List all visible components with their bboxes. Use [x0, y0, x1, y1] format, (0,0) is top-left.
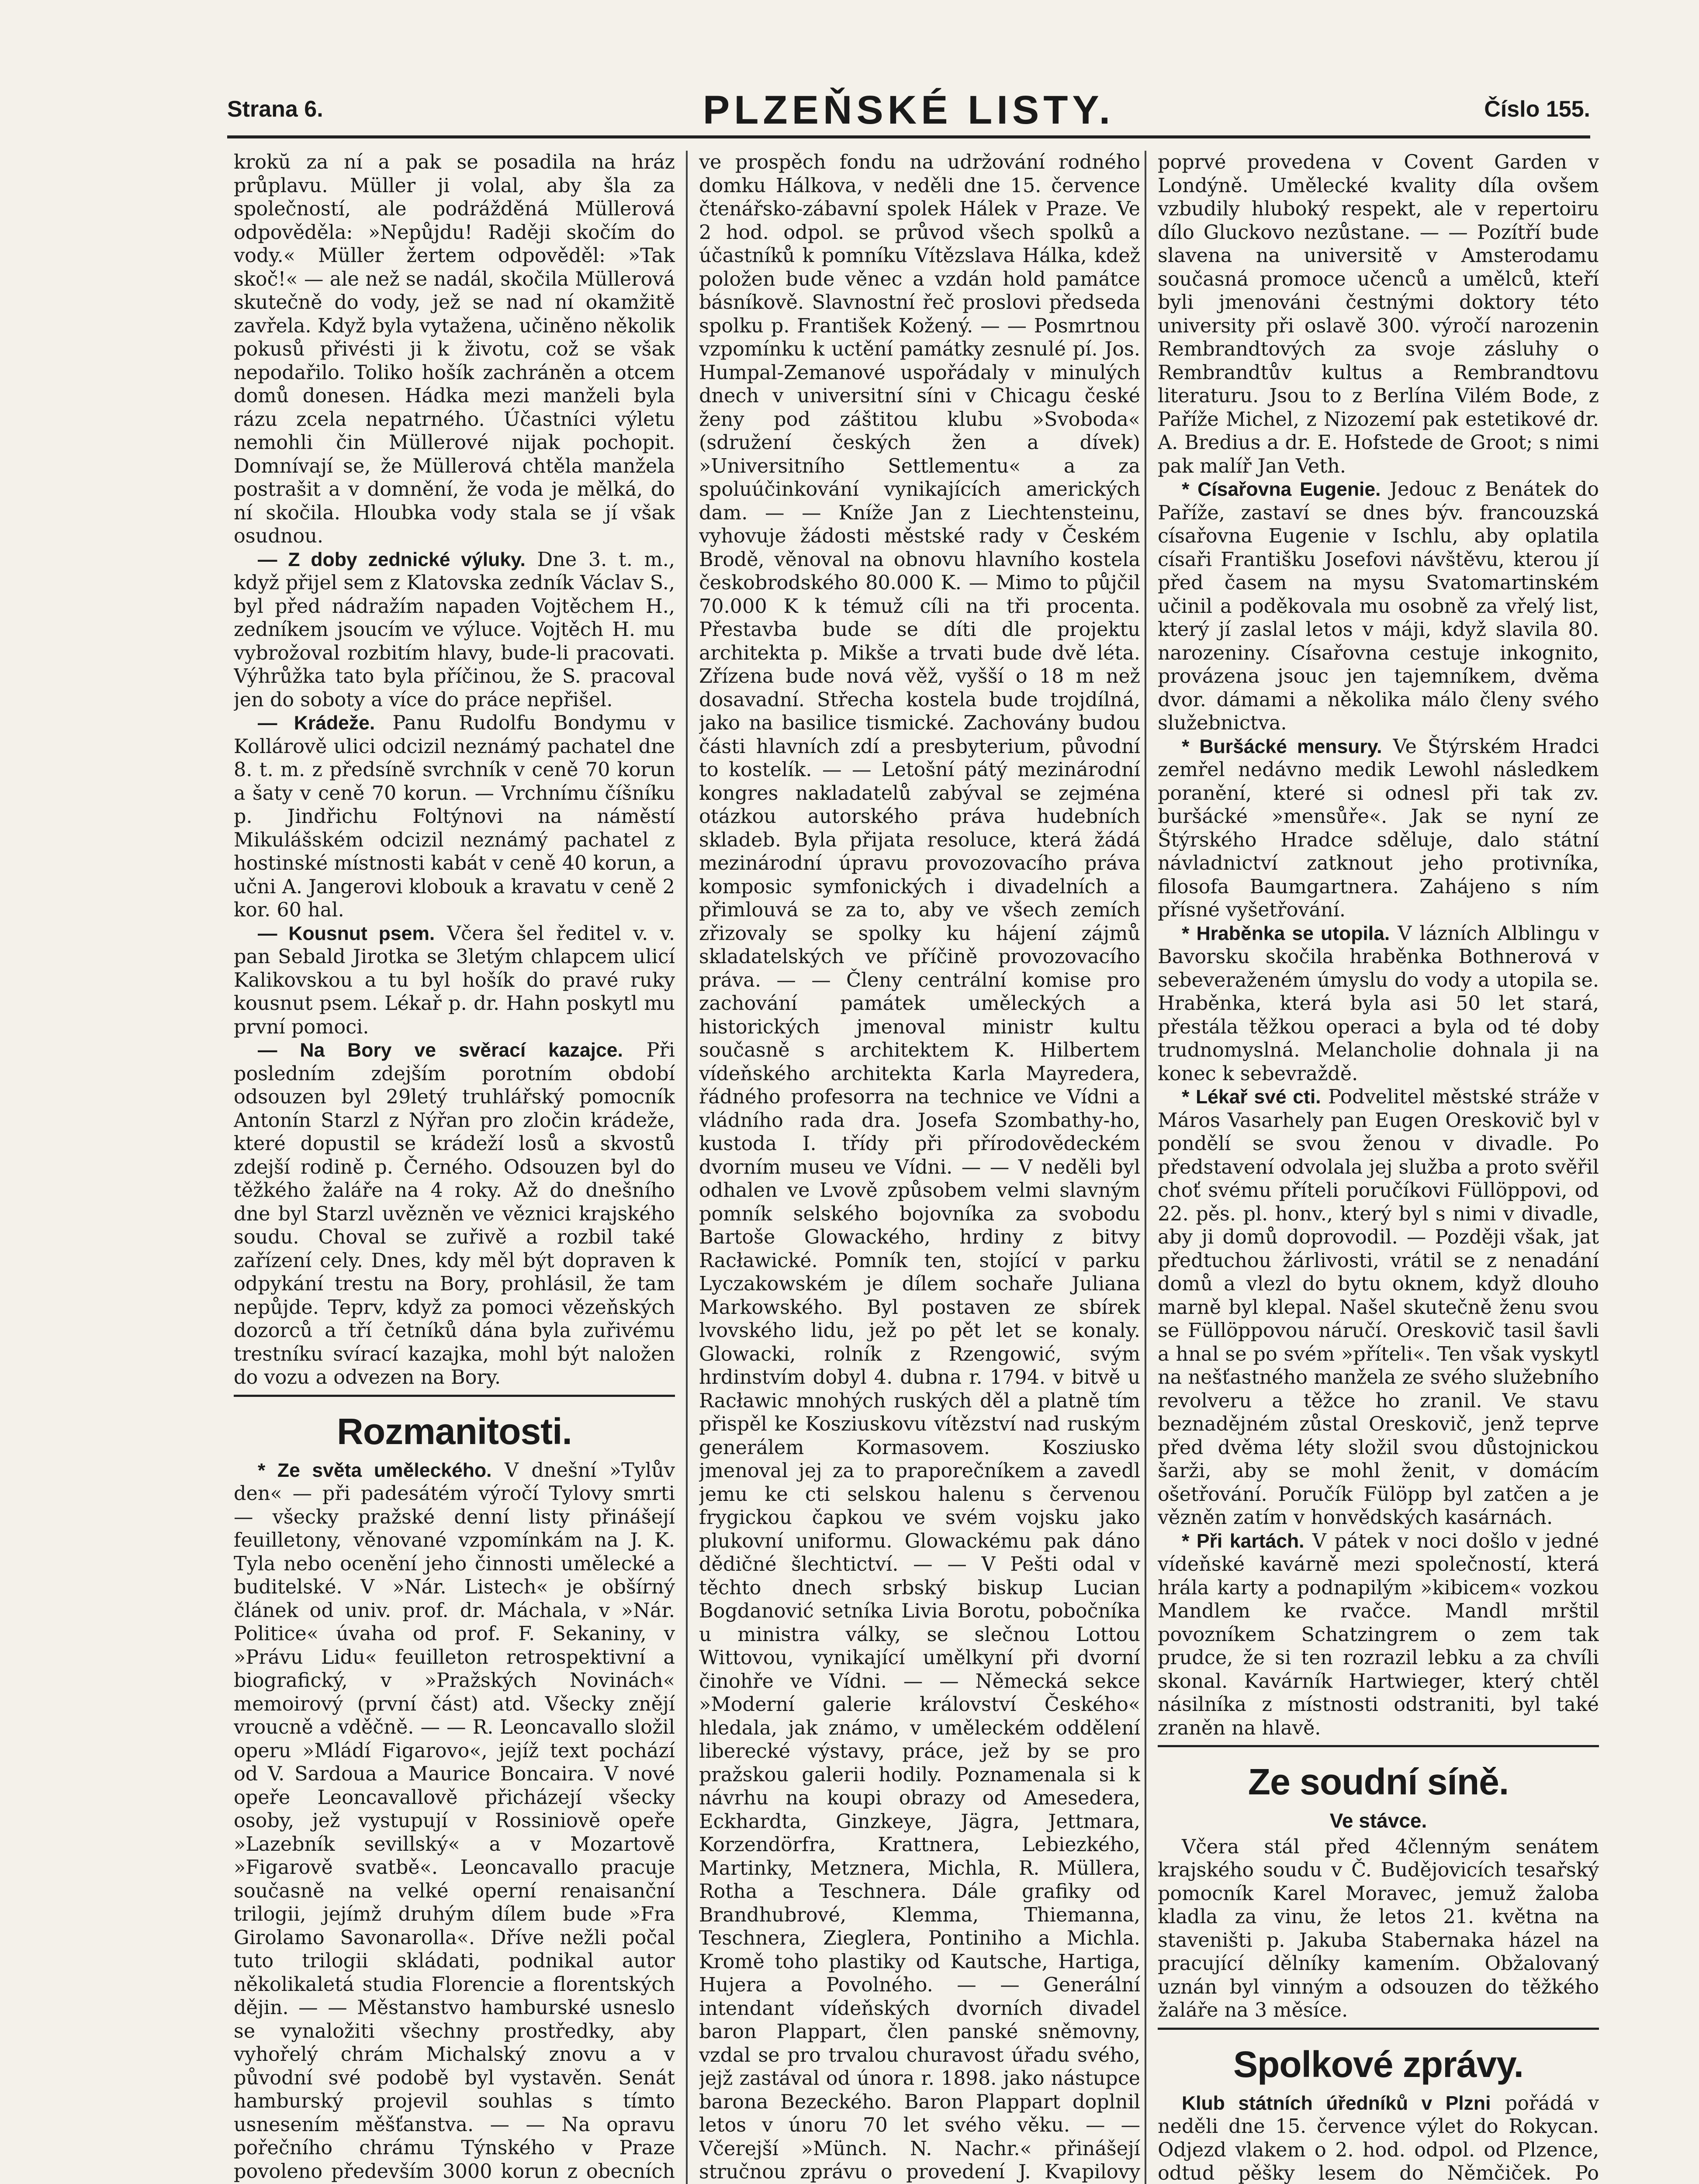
- page-header: [227, 87, 1590, 138]
- page-number: Strana 6.: [227, 97, 323, 122]
- article-heading: * Císařovna Eugenie.: [1182, 479, 1381, 500]
- column-divider: [686, 151, 688, 2184]
- article-paragraph: [234, 712, 675, 922]
- section-rule: [234, 1395, 675, 1397]
- article-text: krokŭ za ní a pak se posadila na hráz průplavu. Müller ji volal, aby šla za společností, ale podrážděná Müllerová odpověděla: »Nepůjdu! Raději skočím do vody.« Müller žertem odpověděl: »Tak skoč!« — ale než se nadál, skočila Müllerová skutečně do vody, jež se nad ní okamžitě zavřela. Když byla vytažena, učiněno několik pokusů přivésti ji k životu, což se však nepodařilo. Toliko hošík zachráněn a otcem domů donesen. Hádka mezi manželi byla rázu zcela nepatrného. Účastníci výletu nemohli čin Müllerové nijak pochopit. Domnívají se, že Müllerová chtěla manžela postrašit a v domnění, že voda je mělká, do ní skočila. Hloubka vody stala se jí však osudnou.: [234, 151, 675, 547]
- column-3: [1158, 151, 1599, 2184]
- column-1: [234, 151, 675, 2184]
- article-paragraph: [234, 1039, 675, 1389]
- article-heading: * Ze světa uměleckého.: [258, 1459, 492, 1481]
- article-heading: * Při kartách.: [1182, 1530, 1305, 1552]
- section-title: Ze soudní síně.: [1248, 1761, 1509, 1802]
- masthead-title: PLZEŇSKÉ LISTY.: [702, 88, 1115, 132]
- article-heading: * Hraběnka se utopila.: [1182, 923, 1390, 944]
- section-title: Rozmanitosti.: [337, 1410, 572, 1452]
- article-text: V dnešní »Tylův den« — při padesátém výročí Tylovy smrti — všecky pražské denní listy přinášejí feuilletony, věnované vzpomínkám na J. K. Tyla nebo ocenění jeho činnosti umělecké a buditelské. V »Nár. Listech« je obšírný článek od univ. prof. dr. Máchala, v »Nár. Politice« úvaha od prof. F. Sekaniny, v »Právu Lidu« feuilleton retrospektivní a biografický, v »Pražských Novinách« memoirový (první část) atd. Všecky znějí vroucně a vděčně. — — R. Leoncavallo složil operu »Mládí Figarovo«, jejíž text pochází od V. Sardoua a Maurice Boncaira. V nové opeře Leoncavallově přicházejí všecky osoby, jež vystupují v Rossiniově opeře »Lazebník sevillský« a v Mozartově »Figarově svatbě«. Leoncavallo pracuje současně na velké operní renaisanční trilogii, jejímž druhým dílem bude »Fra Girolamo Savonarolla«. Dříve nežli počal tuto trilogii skládati, podnikal autor několikaletá studia Florencie a florentských dějin. — — Městanstvo hamburské usneslo se vynaložiti všechny prostředky, aby vyhořelý chrám Michalský znovu a v původní své podobě byl vystavěn. Senát hamburský projevil souhlas s tímto usnesením měšťanstva. — — Na opravu pořečního chrámu Týnského v Praze povoleno především 3000 korun z obecních: [234, 1459, 675, 2183]
- article-text: Při posledním zdejším porotním období odsouzen byl 29letý truhlářský pomocník Antonín Starzl z Nýřan pro zločin krádeže, které dopustil se krádeží losů a skvostů zdejší rodině p. Černého. Odsouzen byl do těžkého žaláře na 4 roky. Až do dnešního dne byl Starzl uvězněn ve věznici krajského soudu. Choval se zuřivě a rozbil také zařízení cely. Dnes, kdy měl být dopraven k odpykání trestu na Bory, prohlásil, že tam nepůjde. Teprv, když za pomoci vězeňských dozorců a tří četníků dána byla zuřivému trestníku svírací kazajka, mohl být naložen do vozu a odvezen na Bory.: [234, 1039, 675, 1389]
- article-heading: — Z doby zednické výluky.: [258, 549, 526, 570]
- article-text: Panu Rudolfu Bondymu v Kollárově ulici odcizil neznámý pachatel dne 8. t. m. z předsíně svrchník v ceně 70 korun a šaty v ceně 70 korun. — Vrchnímu číšníku p. Jindřichu Foltýnovi na náměstí Mikulášském odcizil neznámý pachatel z hostinské místnosti kabát v ceně 40 korun, a učni A. Jangerovi klobouk a kravatu v ceně 2 kor. 60 hal.: [234, 712, 675, 921]
- article-heading: * Lékař své cti.: [1182, 1086, 1321, 1108]
- article-heading: — Krádeže.: [258, 712, 375, 734]
- column-2: [699, 151, 1140, 2184]
- article-text: V pátek v noci došlo v jedné vídeňské kavárně mezi společností, která hrála karty a podnapilým »kibicem« vozkou Mandlem ke rvačce. Mandl mrštil povozníkem Schatzingrem o zem tak prudce, že si ten rozrazil lebku a za chvíli skonal. Kavárník Hartwieger, který chtěl násilníka z místnosti odstraniti, byl také zraněn na hlavě.: [1158, 1530, 1599, 1739]
- article-text: V lázních Alblingu v Bavorsku skočila hraběnka Bothnerová v sebeveraženém úmyslu do vody a utopila se. Hraběnka, která byla asi 50 let stará, přestála těžkou operaci a byla od té doby trudnomyslná. Melancholie dohnala ji na konec k sebevraždě.: [1158, 922, 1599, 1085]
- section-rule: [1158, 2028, 1599, 2030]
- article-text: Podvelitel městské stráže v Máros Vasarhely pan Eugen Oreskovič byl v pondělí se svou ženou v divadle. Po představení odvolala jej služba a proto svěřil choť svému příteli poručíkovi Füllöppovi, od 22. pěs. pl. honv., který byl s nimi v divadle, aby ji domů doprovodil. — Později však, jat předtuchou žárlivosti, vrátil se z nenadání domů a vlezl do bytu oknem, když dlouho marně byl klepal. Našel skutečně ženu svou se Füllöppovou náručí. Oreskovič tasil šavli a hnal se po svém »příteli«. Ten však vyskytl na nešťastného manžela ze svého služebního revolveru a těžce ho zranil. Ve stavu beznadějném zůstal Oreskovič, jenž teprve před dvěma léty složil svou důstojnickou šarži, aby se mohl ženit, v domácím ošetřování. Poručík Fülöpp byl zatčen a je vězněn zatím v honvědských kasárnách.: [1158, 1086, 1599, 1529]
- article-paragraph: [1158, 735, 1599, 922]
- article-heading: * Buršácké mensury.: [1182, 736, 1382, 757]
- article-heading: — Kousnut psem.: [258, 923, 435, 944]
- section-rule: [1158, 1745, 1599, 1747]
- section-title: Spolkové zprávy.: [1233, 2043, 1524, 2085]
- article-paragraph: [1158, 1530, 1599, 1740]
- column-divider: [1145, 151, 1146, 2184]
- article-text: poprvé provedena v Covent Garden v Londýně. Umělecké kvality díla ovšem vzbudily hluboký respekt, ale v repertoiru dílo Gluckovo nezůstane. — — Pozítří bude slavena na universitě v Amsterodamu současná promoce učenců a umělců, kteří byli jmenováni čestnými doktory této university při oslavě 300. výročí narozenin Rembrandtových za svoje zásluhy o Rembrandtův kultus a Rembrandtovu literaturu. Jsou to z Berlína Vilém Bode, z Paříže Michel, z Nizozemí pak estetikové dr. A. Bredius a dr. E. Hofstede de Groot; s nimi pak malíř Jan Veth.: [1158, 151, 1599, 477]
- article-paragraph: [234, 548, 675, 712]
- article-paragraph: [1158, 478, 1599, 735]
- article-text: ve prospěch fondu na udržování rodného domku Hálkova, v neděli dne 15. července čtenářsko-zábavní spolek Hálek v Praze. Ve 2 hod. odpol. se průvod všech spolků a účastníků k pomníku Vítězslava Hálka, kdež položen bude věnec a vzdán hold památce básníkově. Slavnostní řeč proslovi předseda spolku p. František Kožený. — — Posmrtnou vzpomínku k uctění památky zesnulé pí. Jos. Humpal-Zemanové uspořádaly v minulých dnech v universitní síni v Chicagu české ženy pod záštitou klubu »Svoboda« (sdružení českých žen a dívek) »Universitního Settlementu« a za spoluúčinkování vynikajících amerických dam. — — Kníže Jan z Liechtensteinu, vyhovuje žádosti městské rady v Českém Brodě, věnoval na obnovu hlavního kostela českobrodského 80.000 K. — Mimo to půjčil 70.000 K k témuž cíli na tři procenta. Přestavba bude se díti dle projektu architekta p. Mikše a trvati bude dvě léta. Zřízena bude nová věž, vyšší o 18 m než dosavadní. Střecha kostela bude trojdílná, jako na basilice tismické. Zachovány budou části hlavních zdí a presbyterium, původní to kostelík. — — Letošní pátý mezinárodní kongres nakladatelů zabýval se zejména otázkou autorského práva hudebních skladeb. Byla přijata resoluce, která žádá mezinárodní úpravu provozovacího práva komposic symfonických i divadelních a přimlouvá se za to, aby ve všech zemích zřizovaly se spolky ku hájení zájmů skladatelských ve příčině provozovacího práva. — — Členy centrální komise pro zachování památek uměleckých a historických jmenoval ministr kultu současně s architektem K. Hilbertem vídeňského architekta Karla Mayredera, řádného profesorra na technice ve Vídni a vládního rada dra. Josefa Szombathy-ho, kustoda I. třídy při přírodovědeckém dvorním museu ve Vídni. — — V neděli byl odhalen ve Lvově způsobem velmi slavným pomník selského bojovníka za svobodu Bartoše Glowackého, hrdiny z bitvy Racławické. Pomník ten, stojící v parku Lyczakowském je dílem sochaře Juliana Markowského. Byl postaven ze sbírek lvovského lidu, jež po pět let se konaly. Glowacki, rolník z Rzengowić, svým hrdinstvím dobyl 4. dubna r. 1794. v bitvě u Racławic mnohých ruských děl a platně tím přispěl ke Kosziuskovu vítězství nad ruským generálem Kormasovem. Kosziusko jmenoval jej za to praporečníkem a zavedl jemu ke cti selskou halenu s červenou frygickou čapkou ve svém vojsku jako plukovní uniformu. Glowackému pak dáno dědičné šlechtictví. — — V Pešti odal v těchto dnech srbský biskup Lucian Bogdanović setníka Livia Borotu, pobočníka u ministra války, se slečnou Lottou Wittovou, vynikající umělkyní při dvorní činohře ve Vídni. — — Německá sekce »Moderní galerie království Českého« hledala, jak známo, v uměleckém oddělení liberecké výstavy, práce, jež by se pro pražskou galerii hodily. Poznamenala si k návrhu na koupi obrazy od Amesedera, Eckhardta, Ginzkeye, Jägra, Jettmara, Korzendörfra, Krattnera, Lebiezkého, Martinky, Metznera, Michla, R. Müllera, Rotha a Teschnera. Dále grafiky od Brandhubrové, Klemma, Thiemanna, Teschnera, Zieglera, Pontiniho a Michla. Kromě toho plastiky od Kautsche, Hartiga, Hujera a Povolného. — — Generální intendant vídeňských dvorních divadel baron Plappart, člen panské sněmovny, vzdal se pro trvalou churavost úřadu svého, jejž zastával od února r. 1898. jako nástupce barona Bezeckého. Baron Plappart doplnil letos v únoru 70 let svého věku. — — Včerejší »Münch. N. Nachr.« přinášejí stručnou zprávu o provedení J. Kvapilovy: [699, 151, 1140, 2183]
- article-heading: — Na Bory ve svěrací kazajce.: [258, 1040, 623, 1061]
- article-text: Včera stál před 4členným senátem krajského soudu v Č. Budějovicích tesařský pomocník Karel Moravec, jemuž žaloba kladla za vinu, že letos 21. května na staveništi p. Jakuba Stabernaka házel na pracující dělníky kamením. Obžalovaný uznán byl vinným a odsouzen do těžkého žaláře na 3 měsíce.: [1158, 1835, 1599, 2022]
- article-text: Dne 3. t. m., když přijel sem z Klatovska zedník Václav S., byl před nádražím napaden Vojtěchem H., zedníkem jsoucím ve výluce. Vojtěch H. mu vybrožoval rozbitím hlavy, bude-li pracovati. Výhrůžka tato byla příčinou, že S. pracoval jen do soboty a více do práce nepřišel.: [234, 548, 675, 711]
- article-heading: Klub státních úředníků v Plzni: [1182, 2092, 1491, 2114]
- section-subtitle: Ve stávce.: [1329, 1809, 1427, 1832]
- article-paragraph: [1158, 1085, 1599, 1530]
- article-paragraph: [234, 922, 675, 1039]
- article-text: Ve Štýrském Hradci zemřel nedávno medik Lewohl následkem poranění, které si odnesl při tak zv. buršácké »mensůře«. Jak se nyní ze Štýrského Hradce sděluje, dalo státní návladnictví zatknout jeho protivníka, filosofa Baumgartnera. Zahájeno s ním přísné vyšetřování.: [1158, 735, 1599, 921]
- article-text: pořádá v neděli dne 15. července výlet do Rokycan. Odjezd vlakem o 2. hod. odpol. od Plzence, odtud pěšky lesem do Němčiček. Po: [1158, 2092, 1599, 2184]
- article-text: Jedouc z Benátek do Paříže, zastaví se dnes býv. francouzská císařovna Eugenie v Ischlu, aby oplatila císaři Františku Josefovi návštěvu, kterou jí před časem na mysu Svatomartinském učinil a poděkovala mu osobně za vřelý list, který jí zaslal letos v máji, když slavila 80. narozeniny. Císařovna cestuje inkognito, provázena jsouc jen tajemníkem, dvěma dvor. dámami a několika málo členy svého služebnictva.: [1158, 478, 1599, 734]
- issue-number: Číslo 155.: [1484, 97, 1590, 122]
- article-paragraph: [234, 1459, 675, 2184]
- article-text: Včera šel ředitel v. v. pan Sebald Jirotka se 3letým chlapcem ulicí Kalikovskou a tu byl hošík do pravé ruky kousnut psem. Lékař p. dr. Hahn poskytl mu první pomoci.: [234, 922, 675, 1038]
- article-paragraph: [1158, 2092, 1599, 2184]
- article-paragraph: [1158, 922, 1599, 1086]
